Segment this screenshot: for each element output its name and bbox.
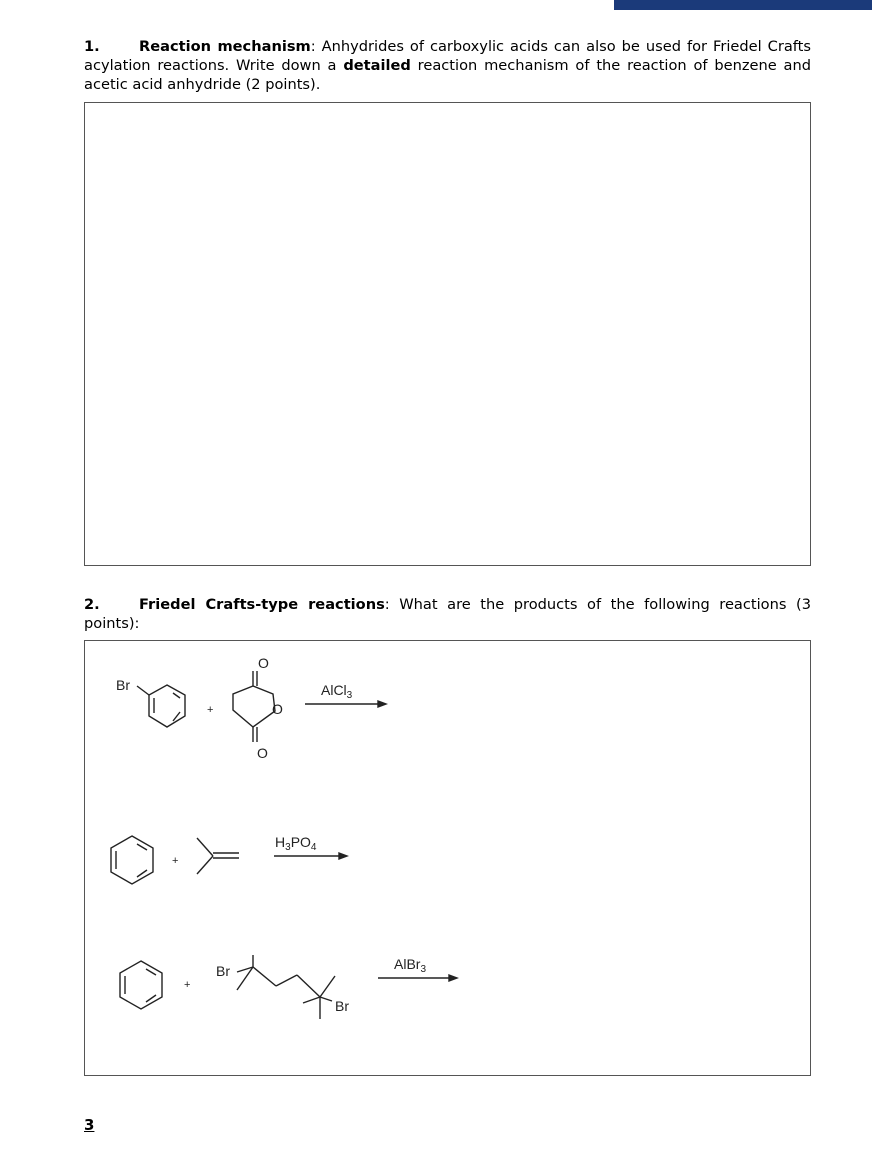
reaction-1-catalyst: AlCl$_3$	[321, 682, 353, 701]
benzene-structure-3	[120, 961, 162, 1009]
reaction-2-arrow	[274, 853, 347, 859]
header-bar	[614, 0, 872, 10]
reaction-1-plus: +	[207, 704, 214, 716]
reaction-3-catalyst: AlBr$_3$	[394, 956, 427, 975]
question-1-text-b: reaction mechanism of the reaction of benzene and acetic acid anhydride (2 points).	[84, 57, 812, 93]
reactions-figure	[85, 641, 810, 1075]
benzene-structure-2	[111, 836, 153, 884]
question-1	[84, 37, 811, 94]
question-1-number: 1.	[84, 38, 100, 55]
reaction-2-catalyst: $H_3PO_4$	[275, 834, 317, 853]
succinic-anhydride-structure	[233, 671, 275, 742]
page-number: 3	[84, 1116, 95, 1134]
reaction-1-oxygen-ring: O	[272, 701, 283, 717]
dibromoalkane-structure	[237, 955, 335, 1019]
question-1-text-a: : Anhydrides of carboxylic acids can also be used for Friedel Crafts acylation reactions. Write down a	[84, 38, 811, 74]
isobutylene-structure	[197, 838, 239, 874]
answer-box-2[interactable]	[84, 640, 811, 1076]
reaction-3-plus: +	[184, 979, 191, 991]
reaction-1-oxygen-top: O	[258, 655, 269, 671]
reaction-1-arrow	[305, 701, 386, 707]
reaction-1-oxygen-bottom: O	[257, 745, 268, 761]
reaction-2-plus: +	[172, 855, 179, 867]
answer-box-1[interactable]	[84, 102, 811, 566]
question-2-number: 2.	[84, 596, 100, 613]
question-2-text: : What are the products of the following reactions (3 points):	[84, 596, 811, 632]
question-1-bold-word: detailed	[343, 57, 411, 74]
reaction-3-br-label-1: Br	[216, 963, 230, 979]
question-2	[84, 595, 811, 633]
reaction-1-br-label: Br	[116, 677, 130, 693]
bromobenzene-structure	[137, 685, 185, 727]
question-1-title: Reaction mechanism	[139, 38, 311, 55]
reaction-3-br-label-2: Br	[335, 998, 349, 1014]
reaction-3-arrow	[378, 975, 457, 981]
question-2-title: Friedel Crafts-type reactions	[139, 596, 385, 613]
